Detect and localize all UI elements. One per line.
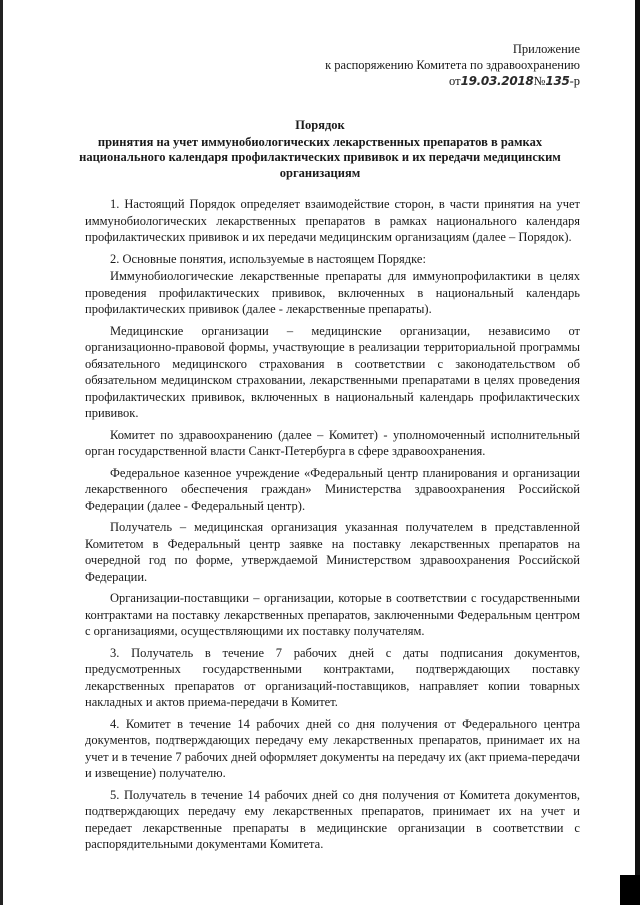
paragraph-definition-drugs: Иммунобиологические лекарственные препараты для иммунопрофилактики в целях проведения профилактических прививок, включенных в национальный календарь профилактических прививок (далее - лекарственные препараты). bbox=[85, 269, 580, 316]
scan-edge-left bbox=[0, 0, 3, 905]
paragraph-definition-suppliers: Организации-поставщики – организации, которые в соответствии с государственными контрактами на поставку лекарственных препаратов, заключенными Федеральным центром с организациями, осуществляющими их поставку получателям. bbox=[85, 591, 580, 638]
annex-reference: к распоряжению Комитета по здравоохранению bbox=[325, 58, 580, 72]
document-title bbox=[70, 118, 570, 181]
title-subtitle: принятия на учет иммунобиологических лекарственных препаратов в рамках национального календаря профилактических прививок и их передачи медицинским организациям bbox=[79, 134, 561, 180]
paragraph-1: 1. Настоящий Порядок определяет взаимодействие сторон, в части принятия на учет иммунобиологических лекарственных препаратов в рамках национального календаря профилактических прививок и их передачи медицинским организациям (далее – Порядок). bbox=[85, 197, 580, 244]
document-body bbox=[85, 196, 580, 858]
number-sign: № bbox=[533, 74, 546, 88]
title-heading: Порядок bbox=[295, 118, 345, 132]
handwritten-number: 135 bbox=[545, 74, 570, 88]
paragraph-definition-federal-center: Федеральное казенное учреждение «Федеральный центр планирования и организации лекарственного обеспечения граждан» Министерства здравоохранения Российской Федерации (далее - Федеральный центр). bbox=[85, 465, 580, 513]
annex-header bbox=[325, 41, 580, 89]
date-prefix: от bbox=[449, 74, 461, 88]
paragraph-definition-medical-orgs: Медицинские организации – медицинские организации, независимо от организационно-правовой формы, участвующие в реализации территориальной программы обязательного медицинского страхования в соответствии с законодательством об обязательном медицинском страховании, лекарственными препаратами в целях проведения профилактических прививок, включенных в национальный календарь профилактических прививок. bbox=[85, 323, 580, 420]
scan-corner bbox=[620, 875, 640, 905]
paragraph-2: 2. Основные понятия, используемые в настоящем Порядке: bbox=[110, 251, 426, 266]
scan-edge-right bbox=[635, 0, 640, 905]
paragraph-definition-committee: Комитет по здравоохранению (далее – Комитет) - уполномоченный исполнительный орган государственной власти Санкт-Петербурга в сфере здравоохранения. bbox=[85, 427, 580, 458]
paragraph-3: 3. Получатель в течение 7 рабочих дней с даты подписания документов, предусмотренных государственными контрактами, подтверждающих поставку лекарственных препаратов от организаций-поставщиков, направляет копии товарных накладных и актов приема-передачи в Комитет. bbox=[85, 645, 580, 709]
paragraph-5: 5. Получатель в течение 14 рабочих дней со дня получения от Комитета документов, подтверждающих передачу ему лекарственных препаратов, принимает их на учет и передает лекарственные препараты в медицинские организации в соответствии с распорядительными документами Комитета. bbox=[85, 787, 580, 851]
annex-date-line bbox=[325, 73, 580, 89]
paragraph-definition-recipient: Получатель – медицинская организация указанная получателем в представленной Комитетом в Федеральный центр заявке на поставку лекарственных препаратов на очередной год по форме, утверждаемой Министерством здравоохранения Российской Федерации. bbox=[85, 520, 580, 584]
annex-label: Приложение bbox=[512, 42, 580, 56]
number-suffix: -р bbox=[569, 74, 580, 88]
handwritten-date: 19.03.2018 bbox=[460, 74, 534, 88]
paragraph-4: 4. Комитет в течение 14 рабочих дней со дня получения от Федерального центра документов, подтверждающих передачу ему лекарственных препаратов, принимает их на учет и в течение 7 рабочих дней оформляет документы на передачу их (акт приема-передачи и извещение) получателю. bbox=[85, 716, 580, 780]
